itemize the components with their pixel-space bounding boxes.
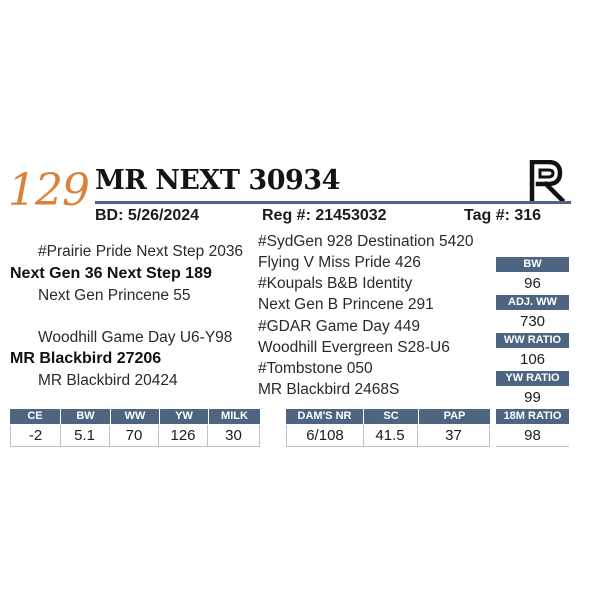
pedigree-ancestor: Flying V Miss Pride 426 xyxy=(258,254,421,271)
pedigree-sire-dam: Next Gen Princene 55 xyxy=(38,287,191,304)
side-stat-value: 98 xyxy=(524,427,541,444)
r-brand-logo-icon xyxy=(526,160,572,202)
dam-table-bottom-rule xyxy=(286,446,490,447)
side-stat-label: YW RATIO xyxy=(496,371,569,386)
dam-stat-header: DAM'S NR xyxy=(286,409,363,424)
epd-value: 126 xyxy=(159,425,208,446)
registration-number: Reg #: 21453032 xyxy=(262,207,387,224)
epd-value: -2 xyxy=(10,425,61,446)
epd-header: BW xyxy=(61,409,110,424)
side-stat-label: BW xyxy=(496,257,569,272)
epd-value: 5.1 xyxy=(60,425,110,446)
dam-stat-value: 6/108 xyxy=(286,425,364,446)
pedigree-dam-dam: MR Blackbird 20424 xyxy=(38,372,178,389)
pedigree-ancestor: MR Blackbird 2468S xyxy=(258,381,400,398)
side-stat-value: 106 xyxy=(519,351,546,368)
pedigree-sire: Next Gen 36 Next Step 189 xyxy=(10,265,212,282)
dam-stat-value: 37 xyxy=(418,425,490,446)
animal-name: MR NEXT 30934 xyxy=(95,165,340,196)
header-rule xyxy=(95,201,571,204)
epd-header: CE xyxy=(10,409,60,424)
side-stat-value: 96 xyxy=(524,275,541,292)
side-stat-label: WW RATIO xyxy=(496,333,569,348)
birth-date: BD: 5/26/2024 xyxy=(95,207,200,224)
pedigree-ancestor: Next Gen B Princene 291 xyxy=(258,296,434,313)
dam-stat-header: SC xyxy=(364,409,418,424)
side-stats-bottom-rule xyxy=(496,446,569,447)
lot-number: 129 xyxy=(8,165,89,216)
pedigree-dam: MR Blackbird 27206 xyxy=(10,350,162,367)
epd-header: WW xyxy=(111,409,159,424)
dam-stat-header: PAP xyxy=(419,409,490,424)
pedigree-dam-sire: Woodhill Game Day U6-Y98 xyxy=(38,329,233,346)
side-stat-value: 730 xyxy=(519,313,546,330)
dam-stat-value: 41.5 xyxy=(363,425,418,446)
epd-header: YW xyxy=(160,409,208,424)
pedigree-ancestor: #Koupals B&B Identity xyxy=(258,275,413,292)
side-stat-value: 99 xyxy=(524,389,541,406)
epd-header: MILK xyxy=(209,409,260,424)
tag-number: Tag #: 316 xyxy=(464,207,542,224)
pedigree-ancestor: Woodhill Evergreen S28-U6 xyxy=(258,339,450,356)
pedigree-ancestor: #SydGen 928 Destination 5420 xyxy=(258,233,474,250)
side-stat-label: 18M RATIO xyxy=(496,409,569,424)
epd-value: 70 xyxy=(110,425,159,446)
pedigree-sire-sire: #Prairie Pride Next Step 2036 xyxy=(38,243,244,260)
epd-value: 30 xyxy=(208,425,260,446)
side-stat-label: ADJ. WW xyxy=(496,295,569,310)
epd-table-bottom-rule xyxy=(10,446,260,447)
pedigree-ancestor: #Tombstone 050 xyxy=(258,360,373,377)
pedigree-ancestor: #GDAR Game Day 449 xyxy=(258,318,420,335)
